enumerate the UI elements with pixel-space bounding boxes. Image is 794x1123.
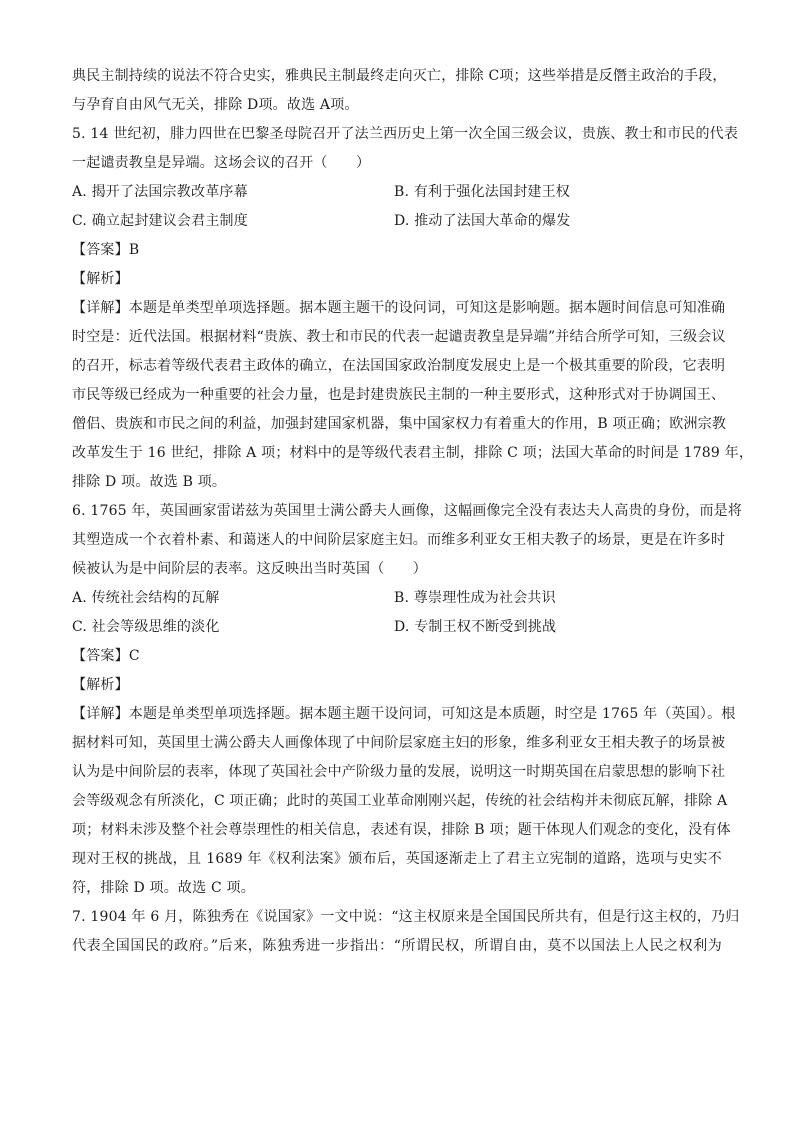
q6-options-row-2 [72, 613, 722, 642]
q5-detail-line-7: 排除 D 项。故选 B 项。 [72, 474, 227, 490]
q5-detail-line-4: 市民等级已经成为一种重要的社会力量，也是封建贵族民主制的一种主要形式，这种形式对于协调国王、 [72, 387, 726, 403]
q6-detail-line-5: 项；材料未涉及整个社会尊崇理性的相关信息，表述有误，排除 B 项；题干体现人们观念的变化，没有体 [72, 822, 731, 838]
q5-answer-label: 【答案】 [72, 242, 129, 258]
q5-answer [72, 236, 722, 265]
q6-stem-line-3: 候被认为是中间阶层的表率。这反映出当时英国（ ） [72, 561, 427, 577]
q7-stem-line-2: 代表全国国民的政府。”后来，陈独秀进一步指出：“所谓民权，所谓自由，莫不以国法上人民之权利为 [72, 938, 722, 954]
q6-stem-line-2: 其塑造成一个衣着朴素、和蔼迷人的中间阶层家庭主妇。而维多利亚女王相夫教子的场景，更是在许多时 [72, 532, 726, 548]
q5-options-row-2 [72, 207, 722, 236]
q5-options-row-1 [72, 178, 722, 207]
q4-tail-line-2: 与孕育自由风气无关，排除 D项。故选 A项。 [72, 97, 359, 113]
q6-option-b: B. 尊崇理性成为社会共识 [394, 590, 556, 606]
q6-answer [72, 642, 722, 671]
q5-stem-line-2: 一起谴责教皇是异端。这场会议的召开（ ） [72, 155, 371, 171]
q6-detail-line-6: 现对王权的挑战，且 1689 年《权利法案》颁布后，英国逐渐走上了君主立宪制的道路，选项与史实不 [72, 851, 722, 867]
q5-detail-line-1: 【详解】本题是单类型单项选择题。据本题主题干的设问词，可知这是影响题。据本题时间信息可知准确 [72, 300, 726, 316]
q6-detail-line-2: 据材料可知，英国里士满公爵夫人画像体现了中间阶层家庭主妇的形象，维多利亚女王相夫教子的场景被 [72, 735, 726, 751]
q5-detail-line-3: 的召开，标志着等级代表君主政体的确立，在法国国家政治制度发展史上是一个极其重要的阶段，它表明 [72, 358, 726, 374]
q5-option-c: C. 确立起封建议会君主制度 [72, 213, 248, 229]
q6-stem-line-1: 6. 1765 年，英国画家雷诺兹为英国里士满公爵夫人画像，这幅画像完全没有表达夫人高贵的身份，而是将 [72, 503, 743, 519]
q6-option-a: A. 传统社会结构的瓦解 [72, 590, 220, 606]
q6-detail-line-3: 认为是中间阶层的表率，体现了英国社会中产阶级力量的发展，说明这一时期英国在启蒙思想的影响下社 [72, 764, 726, 780]
q5-stem-line-1: 5. 14 世纪初，腓力四世在巴黎圣母院召开了法兰西历史上第一次全国三级会议，贵族、教士和市民的代表 [72, 126, 739, 142]
q7-stem-line-1: 7. 1904 年 6 月，陈独秀在《说国家》一文中说：“这主权原来是全国国民所共有，但是行这主权的，乃归 [72, 909, 740, 925]
q4-tail-line-1: 典民主制持续的说法不符合史实，雅典民主制最终走向灭亡，排除 C项；这些举措是反僭主政治的手段， [72, 68, 727, 84]
q5-detail-line-6: 改革发生于 16 世纪，排除 A 项；材料中的是等级代表君主制，排除 C 项；法国大革命的时间是 1789 年， [72, 445, 754, 461]
document-body [72, 62, 754, 961]
q6-answer-value: C [128, 648, 140, 664]
q5-option-a: A. 揭开了法国宗教改革序幕 [72, 184, 248, 200]
q5-detail-line-5: 僧侣、贵族和市民之间的利益，加强封建国家机器，集中国家权力有着重大的作用，B 项正确；欧洲宗教 [72, 416, 727, 432]
q5-option-d: D. 推动了法国大革命的爆发 [394, 213, 571, 229]
q6-option-c: C. 社会等级思维的淡化 [72, 619, 220, 635]
q6-detail-line-7: 符，排除 D 项。故选 C 项。 [72, 880, 255, 896]
q5-analysis-label: 【解析】 [72, 271, 129, 287]
q5-option-b: B. 有利于强化法国封建王权 [394, 184, 570, 200]
q6-analysis-label: 【解析】 [72, 677, 129, 693]
q6-options-row-1 [72, 584, 722, 613]
q6-option-d: D. 专制王权不断受到挑战 [394, 619, 557, 635]
q5-detail-line-2: 时空是：近代法国。根据材料“贵族、教士和市民的代表一起谴责教皇是异端”并结合所学可知，三级会议 [72, 329, 726, 345]
q6-detail-line-1: 【详解】本题是单类型单项选择题。据本题主题干设问词，可知这是本质题，时空是 1765 年（英国）。根 [72, 706, 736, 722]
q6-answer-label: 【答案】 [72, 648, 129, 664]
q5-answer-value: B [128, 242, 140, 258]
q6-detail-line-4: 会等级观念有所淡化，C 项正确；此时的英国工业革命刚刚兴起，传统的社会结构并未彻底瓦解，排除 A [72, 793, 728, 809]
